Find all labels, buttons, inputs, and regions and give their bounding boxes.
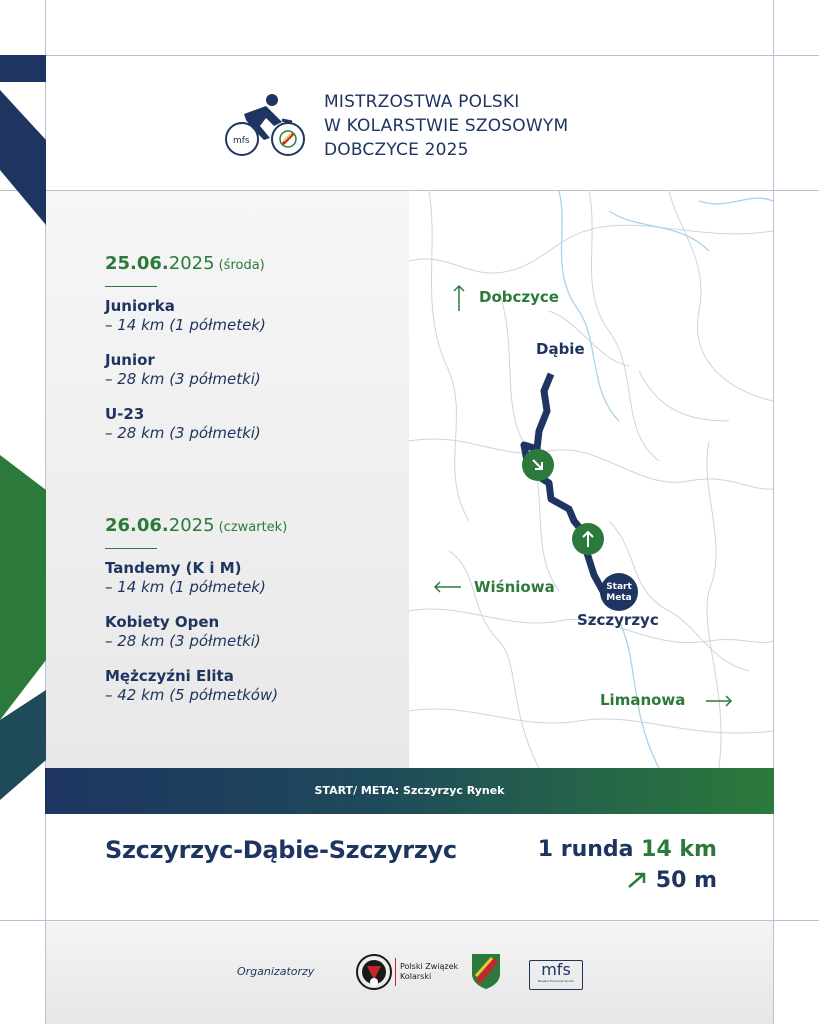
left-decoration — [0, 0, 46, 1024]
schedule-day-1 — [105, 253, 266, 443]
grid-line-v-right — [773, 0, 774, 1024]
map-label-dabie: Dąbie — [536, 340, 585, 358]
lap-info — [538, 837, 717, 862]
day-1-divider — [105, 286, 157, 287]
mfs-logo — [529, 960, 583, 990]
header-logo-text: mfs — [233, 136, 250, 146]
race-item: Tandemy (K i M) – 14 km (1 półmetek) — [105, 559, 266, 596]
race-item: Juniorka – 14 km (1 półmetek) — [105, 297, 266, 334]
mfs-logo-subtitle: Miejska Fundacja Sportu — [537, 979, 575, 983]
day-1-weekday: (środa) — [218, 258, 265, 273]
elevation-arrow-icon — [626, 871, 648, 889]
lap-distance: 14 km — [641, 837, 717, 862]
elevation-info — [626, 868, 717, 893]
day-2-weekday: (czwartek) — [218, 520, 288, 535]
direction-arrow-up-icon — [572, 523, 604, 555]
lap-label: 1 runda — [537, 837, 634, 862]
mfs-logo-text: mfs — [541, 960, 571, 979]
map-label-szczyrzyc: Szczyrzyc — [577, 611, 659, 629]
title-line-1: MISTRZOSTWA POLSKI — [324, 92, 520, 112]
map-label-limanowa: Limanowa — [600, 691, 686, 709]
start-label: Start — [606, 582, 632, 592]
day-1-date: 25.06.2025 (środa) — [105, 253, 265, 274]
cyclist-logo — [222, 92, 308, 158]
pzk-logo — [355, 952, 393, 992]
day-2-divider — [105, 548, 157, 549]
pzk-divider — [395, 958, 396, 986]
map-label-wisniowa: Wiśniowa — [474, 578, 555, 596]
race-item: Kobiety Open – 28 km (3 półmetki) — [105, 613, 261, 650]
schedule-day-2 — [105, 515, 287, 705]
route-map[interactable] — [409, 191, 773, 768]
race-item: Mężczyźni Elita – 42 km (5 półmetków) — [105, 667, 279, 704]
title-line-2: W KOLARSTWIE SZOSOWYM — [324, 116, 569, 136]
organizers-label: Organizatorzy — [237, 965, 315, 978]
club-crest-logo — [470, 952, 502, 990]
pzk-name: Polski Związek Kolarski — [400, 962, 459, 981]
banner-text: START/ META: Szczyrzyc Rynek — [314, 784, 505, 797]
race-item: U-23 – 28 km (3 półmetki) — [105, 405, 261, 442]
race-item: Junior – 28 km (3 półmetki) — [105, 351, 261, 388]
start-meta-banner — [45, 768, 774, 814]
start-meta-marker[interactable] — [600, 573, 638, 611]
elevation-value: 50 m — [655, 868, 717, 893]
meta-label: Meta — [606, 593, 632, 603]
grid-line-h-top — [0, 55, 819, 56]
route-name: Szczyrzyc-Dąbie-Szczyrzyc — [105, 836, 457, 864]
page-title — [324, 90, 568, 162]
direction-arrow-down-icon — [522, 449, 554, 481]
map-label-dobczyce: Dobczyce — [479, 288, 559, 306]
title-line-3: DOBCZYCE 2025 — [324, 140, 469, 160]
day-2-date: 26.06.2025 (czwartek) — [105, 515, 288, 536]
